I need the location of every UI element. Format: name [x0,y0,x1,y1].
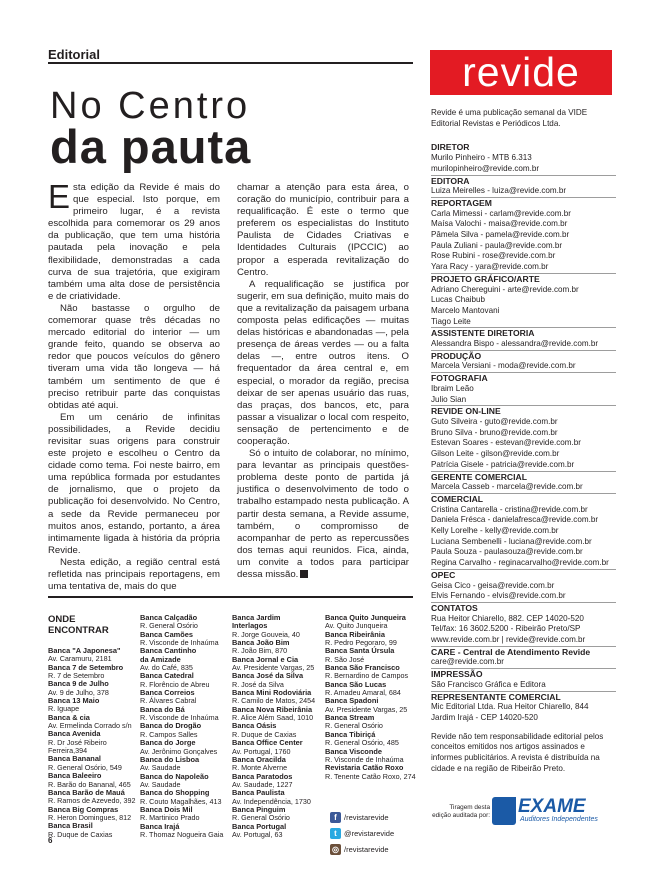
newsstand-name: Banca do Shopping [140,788,210,798]
newsstand-address: R. São José [325,654,365,664]
staff-line: Rose Rubini - rose@revide.com.br [431,251,556,261]
newsstand-address: R. Ramos de Azevedo, 392 [48,796,136,806]
end-mark: r [300,570,308,578]
newsstand-name: Banca Ribeirânia [325,629,385,639]
staff-line: Elvis Fernando - elvis@revide.com.br [431,591,566,601]
newsstand-name: Banca Brasil [48,821,93,831]
staff-line: Paula Zuliani - paula@revide.com.br [431,240,563,250]
article-column-1 [48,178,220,593]
article-paragraph [48,557,220,593]
newsstand-name: Banca Camões [140,629,193,639]
staff-intro: Revide é uma publicação semanal da VIDE Editorial Revistas e Periódicos Ltda. [431,108,588,128]
staff-line: Guto Silveira - guto@revide.com.br [431,416,558,426]
staff-line: Maísa Valochi - maisa@revide.com.br [431,219,568,229]
newsstand-name: Banca & cia [48,712,90,722]
newsstand-address: R. General Osório, 549 [48,762,122,772]
newsstand-name: Banca São Francisco [325,663,400,673]
newsstand-address: Av. Presidente Vargas, 25 [325,704,408,714]
newsstand-name: Banca Big Compras [48,804,119,814]
staff-line: Murilo Pinheiro - MTB 6.313 [431,153,532,163]
article-paragraph [237,448,409,581]
newsstand-name: Banca Irajá [140,821,180,831]
staff-box [431,108,616,774]
article-column-2 [237,182,409,581]
newsstand-name: Banca 7 de Setembro [48,662,124,672]
paragraph-text: Só o intuito de colaborar, no mínimo, para levantar as principais questões-problema deste ponto de partida já justifica o desenvolvimento de todo o trabalho estampado nesta publicação. A partir desta semana, a Revide assume, também, o compromisso de acompanhar de perto as repercussões dos temas aqui reunidos. Fica, ainda, um convite a todos para participar dessa missão. [237,448,409,580]
staff-line: Paula Souza - paulasouza@revide.com.br [431,547,583,557]
staff-line: Gilson Leite - gilson@revide.com.br [431,449,560,459]
newsstand-address: Av. Ermelinda Corrado s/n [48,721,132,731]
staff-heading: REVIDE ON-LINE [431,405,616,417]
staff-heading: FOTOGRAFIA [431,372,616,384]
newsstand-name: Banca do Bá [140,704,185,714]
newsstand-address: Av. 9 de Julho, 378 [48,687,109,697]
newsstand-address: R. 7 de Setembro [48,671,105,681]
paragraph-text: chamar a atenção para esta área, o coração do município, contribuir para a requalificação. É este o termo que preferem os especialistas do Instituto Paulista de Cidades Criativas e Identidades Culturais (IPCCIC) ao propor a esperada revitalização do Centro. [237,182,409,278]
social-handle: @revistarevide [344,829,395,838]
newsstand-address: R. Bernardino de Campos [325,671,409,681]
article-paragraph [237,182,409,279]
newsstand-name: Banca Catedral [140,671,194,681]
staff-line: Luciana Sembenelli - luciana@revide.com.br [431,536,592,546]
newsstand-name: Banca do Napoleão [140,771,209,781]
staff-line: Jardim Irajá - CEP 14020-520 [431,712,538,722]
newsstand-name: da Amizade [140,654,181,664]
staff-heading: IMPRESSÃO [431,668,616,680]
newsstand-address: R. General Osório, 485 [325,738,399,748]
staff-line: Cristina Cantarella - cristina@revide.com.br [431,504,588,514]
newsstand-address: R. Tenente Catão Roxo, 274 [325,771,416,781]
staff-heading: CARE - Central de Atendimento Revide [431,646,616,658]
facebook-icon: f [330,812,341,823]
newsstand-address: R. Álvares Cabral [140,696,197,706]
newsstand-name: Banca 9 de Julho [48,679,109,689]
newsstand-address: R. General Osório [325,721,383,731]
newsstand-address: R. Visconde de Inhaúma [140,713,219,723]
newsstand-name: Banca Nova Ribeirânia [232,704,313,714]
newsstand-name: Banca do Drogão [140,721,202,731]
newsstand-name: Banca José da Silva [232,671,304,681]
newsstand-address: R. Duque de Caxias [48,829,113,839]
newsstand-address: R. Pedro Pegoraro, 99 [325,638,397,648]
newsstand-address: R. General Osório [140,621,198,631]
staff-heading: PROJETO GRÁFICO/ARTE [431,273,616,285]
newsstand-address: Av. Quito Junqueira [325,621,388,631]
newsstand-name: Banca Paratodos [232,771,293,781]
exame-logo-shape [492,797,516,825]
staff-line: murilopinheiro@revide.com.br [431,163,540,173]
staff-line: Regina Carvalho - reginacarvalho@revide.com.br [431,558,609,568]
staff-line: Alessandra Bispo - alessandra@revide.com.br [431,339,599,349]
newsstand-name: Banca Calçadão [140,613,198,622]
newsstand-name: Banca Cantinho [140,646,197,656]
newsstand-address: Av. Presidente Vargas, 25 [232,663,315,673]
newsstand-address: Av. Portugal, 63 [232,829,283,839]
revide-logo-text: revide [462,49,580,95]
paragraph-text: A requalificação se justifica por sugerir, em sua definição, muito mais do que a revitalização da paisagem urbana composta pelas edificações — muitas delas históricas e abandonadas —, pela presença de áreas verdes — ou a falta delas —, entre outros itens. O frequentador da área central e, em especial, o morador da região, precisa deixar de ser apenas usuário das ruas, das praças, dos bancos, etc, para passar a visualizar o local com respeito, sensação de pertencimento e de cooperação. [237,278,409,447]
newsstand-address: R. Alice Além Saad, 1010 [232,713,314,723]
paragraph-text: sta edição da Revide é mais do que especial. Isto porque, em primeiro lugar, é a revista escolhida para comemorar os 29 anos da publicação, que tem uma história pautada pela inovação e pela flexibilidade, demonstradas a cada curva de sua trajetória, que exigiram também uma alta dose de persistência e de criatividade. [48,182,220,302]
newsstand-name: Banca Tibiriçá [325,729,376,739]
social-handle: /revistarevide [344,845,389,854]
newsstand-name: Banca Jardim [232,613,281,622]
staff-line: Patrícia Gisele - patricia@revide.com.br [431,459,575,469]
newsstand-name: Banca Correios [140,688,195,698]
staff-line: Rua Heitor Chiarello, 882. CEP 14020-520 [431,613,584,623]
where-column-1 [48,647,138,839]
staff-heading: ASSISTENTE DIRETORIA [431,327,616,339]
newsstand-address: Av. Portugal, 1760 [232,746,291,756]
where-column-3 [232,614,324,839]
social-row [330,844,420,860]
newsstand-name: Interlagos [232,621,268,631]
staff-line: Marcelo Mantovani [431,305,500,315]
newsstand-name: Banca "A Japonesa" [48,646,121,655]
paragraph-text: Em um cenário de infinitas possibilidades, a Revide decidiu revisitar suas origens para construir este projeto e escolheu o Centro da cidade como tema. Foi neste bairro, em uma república formada por estudantes de jornalismo, que o projeto da publicação foi desenvolvido. No Centro, a sede da Revide permaneceu por muitos anos, estando, portanto, a área intimamente ligada à história da própria Revide. [48,411,220,556]
staff-heading: COMERCIAL [431,493,616,505]
newsstand-name: Banca Visconde [325,746,382,756]
staff-line: Bruno Silva - bruno@revide.com.br [431,427,558,437]
revide-logo [430,50,612,95]
newsstand-name: Banca Quito Junqueira [325,613,406,622]
newsstand-address: Av. Saudade [140,763,181,773]
newsstand-name: Banca Barão de Mauá [48,787,125,797]
staff-line: Pâmela Silva - pamela@revide.com.br [431,230,570,240]
newsstand-address: R. Jorge Gouveia, 40 [232,629,300,639]
staff-line: Ibraim Leão [431,383,474,393]
newsstand-address: R. Duque de Caxias [232,729,297,739]
staff-heading: GERENTE COMERCIAL [431,471,616,483]
newsstand-name: Banca Santa Úrsula [325,646,395,656]
newsstand-name: Banca Mini Rodoviária [232,688,312,698]
section-label: Editorial [48,47,101,62]
newsstand-name: Banca São Lucas [325,679,387,689]
newsstand-address: R. Florêncio de Abreu [140,679,210,689]
where-column-2 [140,614,232,839]
newsstand-address: R. Barão do Bananal, 465 [48,779,131,789]
staff-heading: REPORTAGEM [431,197,616,209]
staff-heading: EDITORA [431,175,616,187]
twitter-icon: t [330,828,341,839]
staff-line: care@revide.com.br [431,657,504,667]
newsstand-name: Banca Office Center [232,738,303,748]
page-number: 6 [48,836,53,845]
newsstand-address: R. José da Silva [232,679,284,689]
title-line-2: da pauta [50,120,252,173]
newsstand-name: Banca Avenida [48,729,101,739]
social-row [330,812,420,828]
newsstand-address: Av. Saudade [140,779,181,789]
newsstand-address: Av. Saudade, 1227 [232,779,293,789]
mid-rule [48,596,413,598]
newsstand-address: R. Dr José Ribeiro [48,737,107,747]
staff-line: www.revide.com.br | revide@revide.com.br [431,635,586,645]
newsstand-address: Av. do Café, 835 [140,663,193,673]
staff-line: Daniela Frésca - danielafresca@revide.com.br [431,515,599,525]
exame-logo-name: EXAME [518,796,586,817]
newsstand-address: R. Couto Magalhães, 413 [140,796,222,806]
social-row [330,828,420,844]
newsstand-address: R. Camilo de Matos, 2454 [232,696,316,706]
newsstand-name: Banca Oracilda [232,754,286,764]
newsstand-address: Ferreira,394 [48,746,88,756]
exame-logo-sub: Auditores Independentes [520,816,598,823]
newsstand-name: Revistaria Catão Roxo [325,763,404,773]
article-paragraph [237,279,409,448]
newsstand-name: Banca do Lisboa [140,754,200,764]
staff-heading: CONTATOS [431,602,616,614]
newsstand-address: R. Thomaz Nogueira Gaia [140,829,224,839]
disclaimer: Revide não tem responsabilidade editorial pelos conceitos emitidos nos artigos assinados e informes publicitários. A revista é distribuída na cidade e na região de Ribeirão Preto. [431,731,604,773]
instagram-icon: ◎ [330,844,341,855]
staff-heading: REPRESENTANTE COMERCIAL [431,691,616,703]
article-paragraph [48,303,220,412]
newsstand-name: Banca Pinguim [232,804,286,814]
staff-line: Luiza Meirelles - luiza@revide.com.br [431,186,567,196]
newsstand-name: Banca Dois Mil [140,804,193,814]
where-column-4 [325,614,417,781]
newsstand-name: Banca Stream [325,713,375,723]
drop-cap: E [48,178,71,215]
newsstand-name: Banca do Jorge [140,738,196,748]
social-links [330,812,420,860]
paragraph-text: Nesta edição, a região central está refletida nas principais reportagens, em uma tentativa de, mais do que [48,556,220,593]
newsstand-address: R. Heron Domingues, 812 [48,812,132,822]
newsstand-address: Av. Independência, 1730 [232,796,311,806]
newsstand-address: R. João Bim, 870 [232,646,288,656]
newsstand-address: R. Visconde de Inhaúma [140,638,219,648]
newsstand-name: Banca Spadoni [325,696,379,706]
newsstand-address: R. Martinico Prado [140,813,200,823]
exame-logo [492,797,612,825]
staff-heading: PRODUÇÃO [431,350,616,362]
social-handle: /revistarevide [344,813,389,822]
where-to-find-title: ONDE ENCONTRAR [48,614,109,636]
staff-heading: OPEC [431,569,616,581]
newsstand-address: Av. Jerônimo Gonçalves [140,746,218,756]
staff-line: Marcela Casseb - marcela@revide.com.br [431,482,583,492]
newsstand-name: Banca Bananal [48,754,101,764]
newsstand-name: Banca Paulista [232,788,285,798]
newsstand-name: Banca 13 Maio [48,696,100,706]
newsstand-address: R. General Osório [232,813,290,823]
staff-line: Lucas Chaibub [431,295,485,305]
newsstand-name: Banca Baleeiro [48,771,102,781]
staff-line: Carla Mimessi - carlam@revide.com.br [431,208,571,218]
article-paragraph [48,412,220,557]
staff-line: Tiago Leite [431,316,471,326]
staff-line: Estevan Soares - estevan@revide.com.br [431,438,581,448]
staff-line: Julio Sian [431,394,467,404]
staff-line: Yara Racy - yara@revide.com.br [431,262,549,272]
staff-line: São Francisco Gráfica e Editora [431,679,546,689]
newsstand-name: Banca João Bim [232,638,290,648]
staff-line: Tel/fax: 16 3602.5200 - Ribeirão Preto/SP [431,624,581,634]
staff-line: Kelly Lorelhe - kelly@revide.com.br [431,526,559,536]
newsstand-name: Banca Portugal [232,821,287,831]
newsstand-name: Banca Jornal e Cia [232,654,299,664]
article-paragraph [48,178,220,303]
staff-heading: DIRETOR [431,142,470,153]
newsstand-name: Banca Oásis [232,721,277,731]
staff-line: Adriano Chereguini - arte@revide.com.br [431,284,579,294]
top-rule [48,62,413,64]
newsstand-address: R. Amadeu Amaral, 684 [325,688,401,698]
audit-note: Tiragem desta edição auditada por: [432,804,490,819]
staff-line: Mic Editorial Ltda. Rua Heitor Chiarello, 844 [431,702,589,712]
title-line-1: No Centro [50,85,251,127]
staff-line: Marcela Versiani - moda@revide.com.br [431,361,576,371]
newsstand-address: R. Visconde de Inhaúma [325,754,404,764]
newsstand-address: Av. Caramuru, 2181 [48,654,112,664]
newsstand-address: R. Monte Alverne [232,763,288,773]
staff-line: Geisa Cico - geisa@revide.com.br [431,580,555,590]
newsstand-address: R. Iguape [48,704,80,714]
newsstand-address: R. Campos Salles [140,729,198,739]
paragraph-text: Não bastasse o orgulho de comemorar quase três décadas no mercado editorial do interior — um grande feito, quando se observa ao redor que poucos veículos do gênero tiveram uma vida tão longeva — há também um sentimento de que é preciso retribuir parte das conquistas obtidas até aqui. [48,302,220,411]
